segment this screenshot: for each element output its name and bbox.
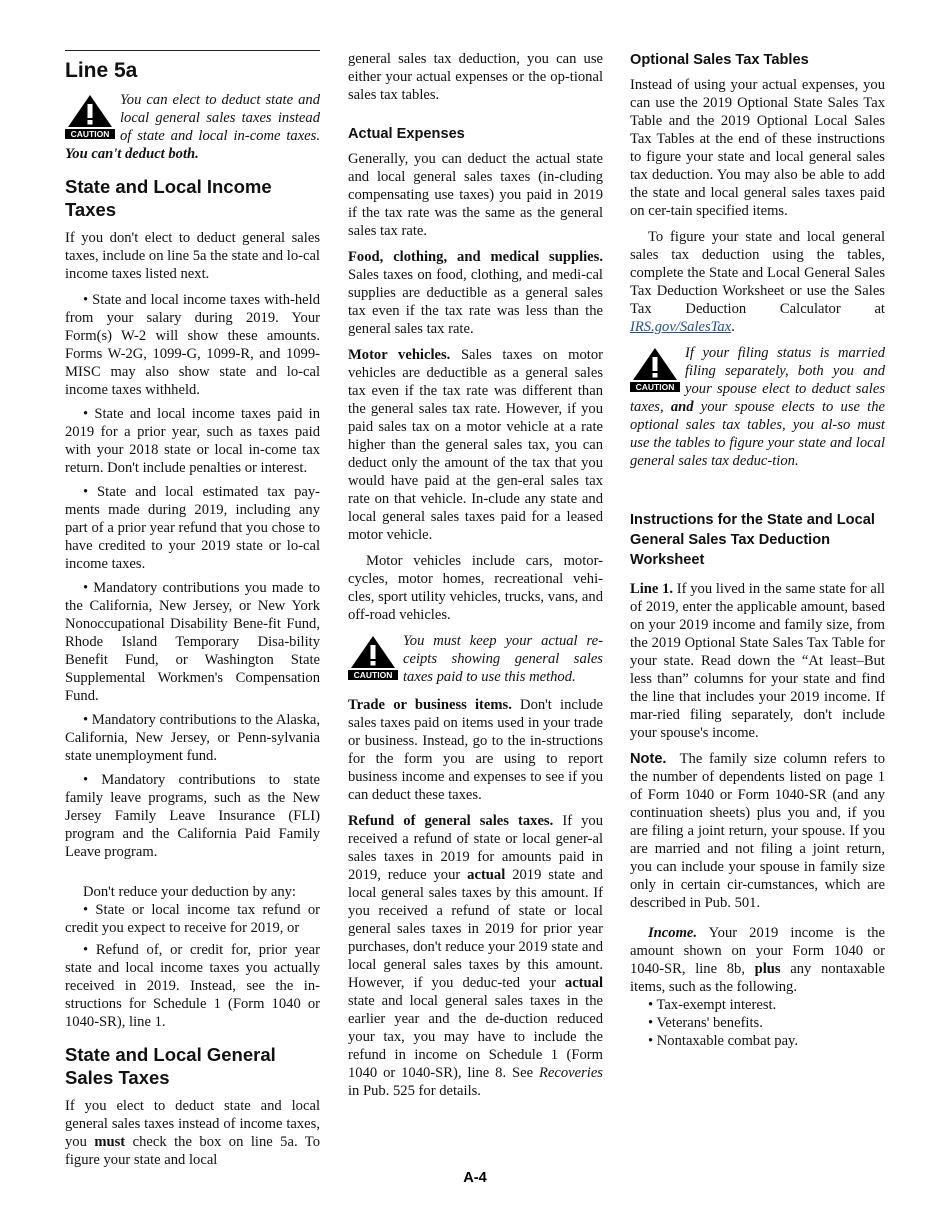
income-bullet: • State and local estimated tax pay-ments made during 2019, including any part of a prior year refund that you chose to have credited to your 2019 state or lo-cal income taxes.: [65, 484, 320, 572]
reduce-bullet: • Refund of, or credit for, prior year state and local income taxes you actually received in 2019. Instead, see the in-structions for Schedule 1 (Form 1040 or 1040-SR), line 1.: [65, 942, 320, 1030]
column-3: [630, 50, 885, 1050]
motor-vehicles-paragraph: Motor vehicles. Sales taxes on motor vehicles are deductible as a general sales tax even if the tax rate was different than the general sales tax rate. However, if you paid sales tax on a motor vehicle at a rate higher than the general sales tax, you can deduct only the amount of the tax that you would have paid at the gen-eral sales tax rate on that vehicle. In-clude any state and local general sales taxes paid for a leased motor vehicle.: [348, 347, 603, 543]
caution-3-text: If your filing status is married filing separately, both you and your spouse elect to deduct sales taxes, and your spouse elects to use the optional sales tax tables, you al-so must use the tables to figure your state and local general sales tax deduc-tion.: [630, 345, 885, 469]
caution-1-text: You can elect to deduct state and local general sales taxes instead of state and local in-come taxes.: [120, 92, 320, 144]
caution-word: CAUTION: [70, 129, 110, 139]
nontaxable-items-list: [630, 996, 885, 1050]
income-bullet: • Mandatory contributions to the Alaska, California, New Jersey, or Penn-sylvania state unemployment fund.: [65, 712, 320, 764]
food-clothing-paragraph: Food, clothing, and medical supplies. Sales taxes on food, clothing, and medi-cal supplies are deductible as a general sales tax even if the tax rate was less than the general sales tax rate.: [348, 249, 603, 337]
line-1-paragraph: Line 1. If you lived in the same state for all of 2019, enter the applicable amount, based on your 2019 income and family size, from the 2019 Optional State Sales Tax Table for your state. Read down the “At least–But less than” columns for your state and find the line that includes your 2019 income. If mar-ried filing separately, don't include your spouse's income.: [630, 581, 885, 741]
income-bullet: • State and local income taxes paid in 2019 for a prior year, such as taxes paid with your 2018 state or local in-come tax return. Don't include penalties or interest.: [65, 406, 320, 476]
caution-2-text: You must keep your actual re-ceipts showing general sales taxes paid to use this method.: [403, 633, 603, 685]
income-intro: If you don't elect to deduct general sales taxes, include on line 5a the state and lo-cal income taxes listed next.: [65, 230, 320, 282]
state-local-sales-taxes-heading: State and Local General Sales Taxes: [65, 1044, 276, 1088]
dont-reduce-text: Don't reduce your deduction by any:: [83, 884, 296, 900]
column-2: [348, 50, 603, 1108]
motor-vehicles-include: Motor vehicles include cars, motor-cycles, motor homes, recreational vehi-cles, sport utility vehicles, trucks, vans, and off-road vehicles.: [348, 553, 603, 623]
list-item: • Veterans' benefits.: [648, 1015, 763, 1031]
caution-1-bold: You can't deduct both.: [65, 146, 199, 162]
caution-note-1: [65, 91, 320, 163]
state-local-income-taxes-heading: State and Local Income Taxes: [65, 176, 272, 220]
top-rule: [65, 50, 320, 51]
caution-icon: [348, 634, 398, 680]
sales-continued: general sales tax deduction, you can use either your actual expenses or the op-tional sales tax tables.: [348, 51, 603, 103]
column-1: [65, 0, 320, 1177]
actual-expenses-heading: Actual Expenses: [348, 126, 465, 142]
line-5a-heading: Line 5a: [65, 59, 138, 82]
note-paragraph: Note. The family size column refers to the number of dependents listed on page 1 of Form 1040 or Form 1040-SR (and any continuation sheets) plus you and, if you are filing a joint return, your spouse. If you are married and not filing a joint return, you can include your spouse in family size only in certain cir-cumstances, which are described in Pub. 501.: [630, 751, 885, 911]
reduce-bullet: • State or local income tax refund or credit you expect to receive for 2019, or: [65, 902, 320, 936]
page-number: A-4: [463, 1170, 487, 1186]
income-paragraph: Income. Your 2019 income is the amount shown on your Form 1040 or 1040-SR, line 8b, plus any nontaxable items, such as the following.: [630, 925, 885, 995]
optional-tables-heading: Optional Sales Tax Tables: [630, 52, 809, 68]
svg-text:CAUTION: CAUTION: [635, 382, 675, 392]
refund-paragraph: Refund of general sales taxes. If you received a refund of state or local gener-al sales taxes in 2019 for amounts paid in 2019, reduce your actual 2019 state and local general sales taxes by this amount. If you received a refund of state or local general sales taxes in 2019 for prior year purchases, don't reduce your 2019 state and local general sales taxes by this amount. However, if you deduc-ted your actual state and local general sales taxes in the earlier year and the de-duction reduced your tax, you may have to include the refund in income on Schedule 1 (Form 1040 or 1040-SR), line 8. See Recoveries in Pub. 525 for details.: [348, 813, 604, 1099]
income-bullet: • State and local income taxes with-held from your salary during 2019. Your Form(s) W-2 will show these amounts. Forms W-2G, 1099-G, 1099-R, and 1099-MISC may also show state and lo-cal income taxes withheld.: [65, 292, 320, 398]
caution-note-3: [630, 344, 885, 470]
sales-intro: If you elect to deduct state and local general sales taxes instead of income taxes, you must check the box on line 5a. To figure your state and local: [65, 1098, 320, 1168]
optional-tables-text: Instead of using your actual expenses, you can use the 2019 Optional State Sales Tax Table and the 2019 Optional Local Sales Tax Tables at the end of these instructions to figure your state and local general sales tax deduction. You may also be able to add the state and local general sales taxes paid on cer-tain specified items.: [630, 77, 885, 219]
figure-deduction-text: To figure your state and local general sales tax deduction using the tables, complete the State and Local General Sales Tax Deduction Worksheet or use the Sales Tax Deduction Calculator at IRS.gov/SalesTax.: [630, 229, 885, 335]
actual-expenses-text: Generally, you can deduct the actual state and local general sales taxes (in-cluding compensating use taxes) you paid in 2019 if the tax rate was the same as the general sales tax rate.: [348, 151, 603, 239]
sales-tax-link[interactable]: IRS.gov/SalesTax: [630, 319, 732, 335]
income-bullet: • Mandatory contributions you made to the California, New Jersey, or New York Nonoccupational Disability Bene-fit Fund, Rhode Island Temporary Disa-bility Benefit Fund, or Washington State Supplemental Workmen's Compensation Fund.: [65, 580, 320, 704]
svg-text:CAUTION: CAUTION: [353, 670, 393, 680]
list-item: • Tax-exempt interest.: [648, 997, 777, 1013]
income-bullet: • Mandatory contributions to state family leave programs, such as the New Jersey Family Leave Insurance (FLI) program and the California Paid Family Leave program.: [65, 772, 320, 860]
list-item: • Nontaxable combat pay.: [648, 1033, 799, 1049]
trade-business-paragraph: Trade or business items. Don't include sales taxes paid on items used in your trade or business. Instead, go to the in-structions for the form you are using to report business income and expenses to see if you can deduct these taxes.: [348, 697, 603, 803]
worksheet-instructions-heading: Instructions for the State and Local General Sales Tax Deduction Worksheet: [630, 512, 875, 568]
caution-icon: [630, 346, 680, 392]
caution-icon: [65, 93, 115, 139]
caution-note-2: [348, 632, 603, 686]
